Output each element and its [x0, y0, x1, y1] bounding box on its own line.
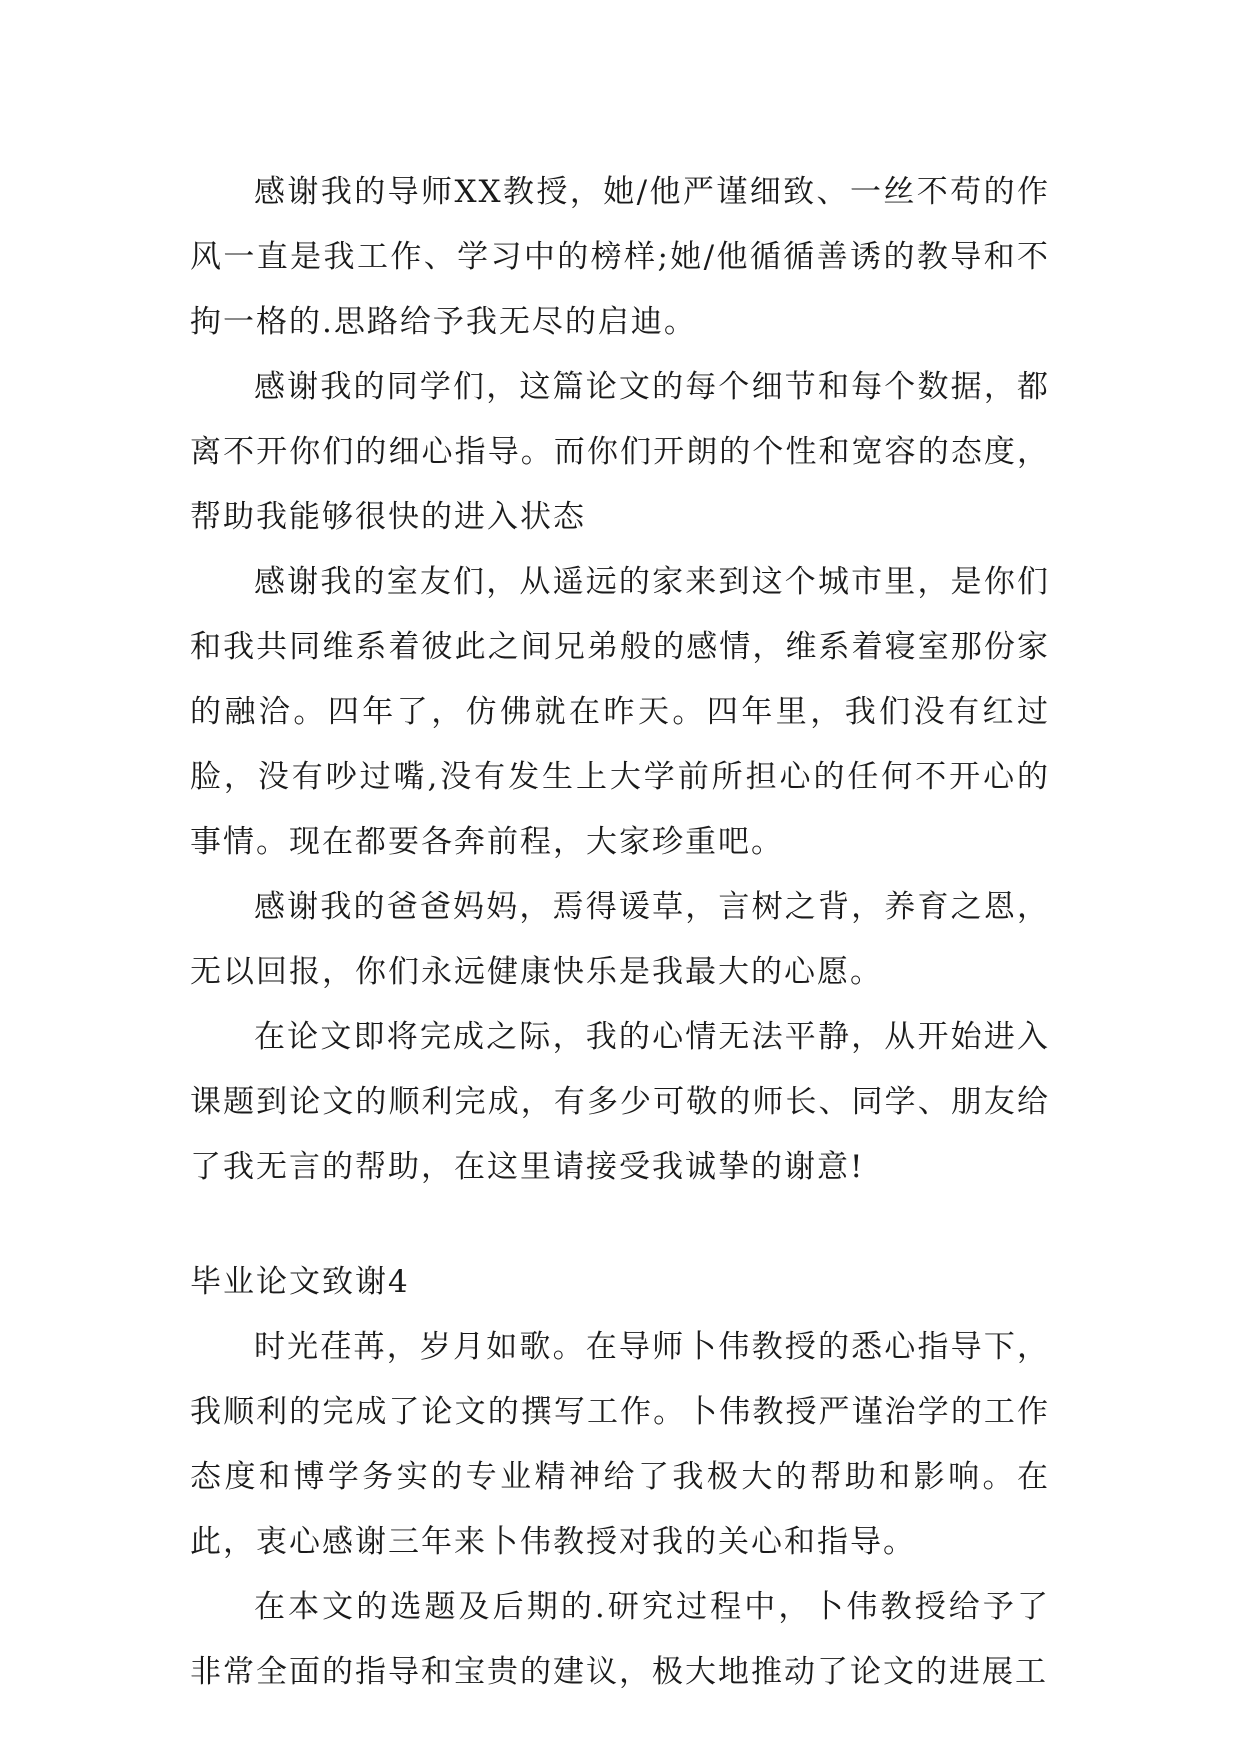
- paragraph-closing-thanks: 在论文即将完成之际，我的心情无法平静，从开始进入课题到论文的顺利完成，有多少可敬的师长、同学、朋友给了我无言的帮助，在这里请接受我诚挚的谢意!: [190, 1019, 1050, 1185]
- section-heading: 毕业论文致谢4: [190, 1264, 410, 1300]
- paragraph-thanks-parents: 感谢我的爸爸妈妈，焉得谖草，言树之背，养育之恩，无以回报，你们永远健康快乐是我最大的心愿。: [190, 889, 1050, 990]
- paragraph-thanks-roommates: 感谢我的室友们，从遥远的家来到这个城市里，是你们和我共同维系着彼此之间兄弟般的感情，维系着寝室那份家的融洽。四年了，仿佛就在昨天。四年里，我们没有红过脸，没有吵过嘴,没有发生上大学前所担心的任何不开心的事情。现在都要各奔前程，大家珍重吧。: [190, 564, 1050, 860]
- paragraph-thanks-classmates: 感谢我的同学们，这篇论文的每个细节和每个数据，都离不开你们的细心指导。而你们开朗的个性和宽容的态度，帮助我能够很快的进入状态: [190, 369, 1050, 535]
- document-page: [190, 160, 1050, 1705]
- paragraph-time-flies: 时光荏苒，岁月如歌。在导师卜伟教授的悉心指导下，我顺利的完成了论文的撰写工作。卜伟教授严谨治学的工作态度和博学务实的专业精神给了我极大的帮助和影响。在此，衷心感谢三年来卜伟教授对我的关心和指导。: [190, 1329, 1050, 1560]
- paragraph-research-guidance: 在本文的选题及后期的.研究过程中，卜伟教授给予了非常全面的指导和宝贵的建议，极大地推动了论文的进展工: [190, 1589, 1050, 1690]
- paragraph-thanks-advisor: 感谢我的导师XX教授，她/他严谨细致、一丝不苟的作风一直是我工作、学习中的榜样;她/他循循善诱的教导和不拘一格的.思路给予我无尽的启迪。: [190, 174, 1050, 340]
